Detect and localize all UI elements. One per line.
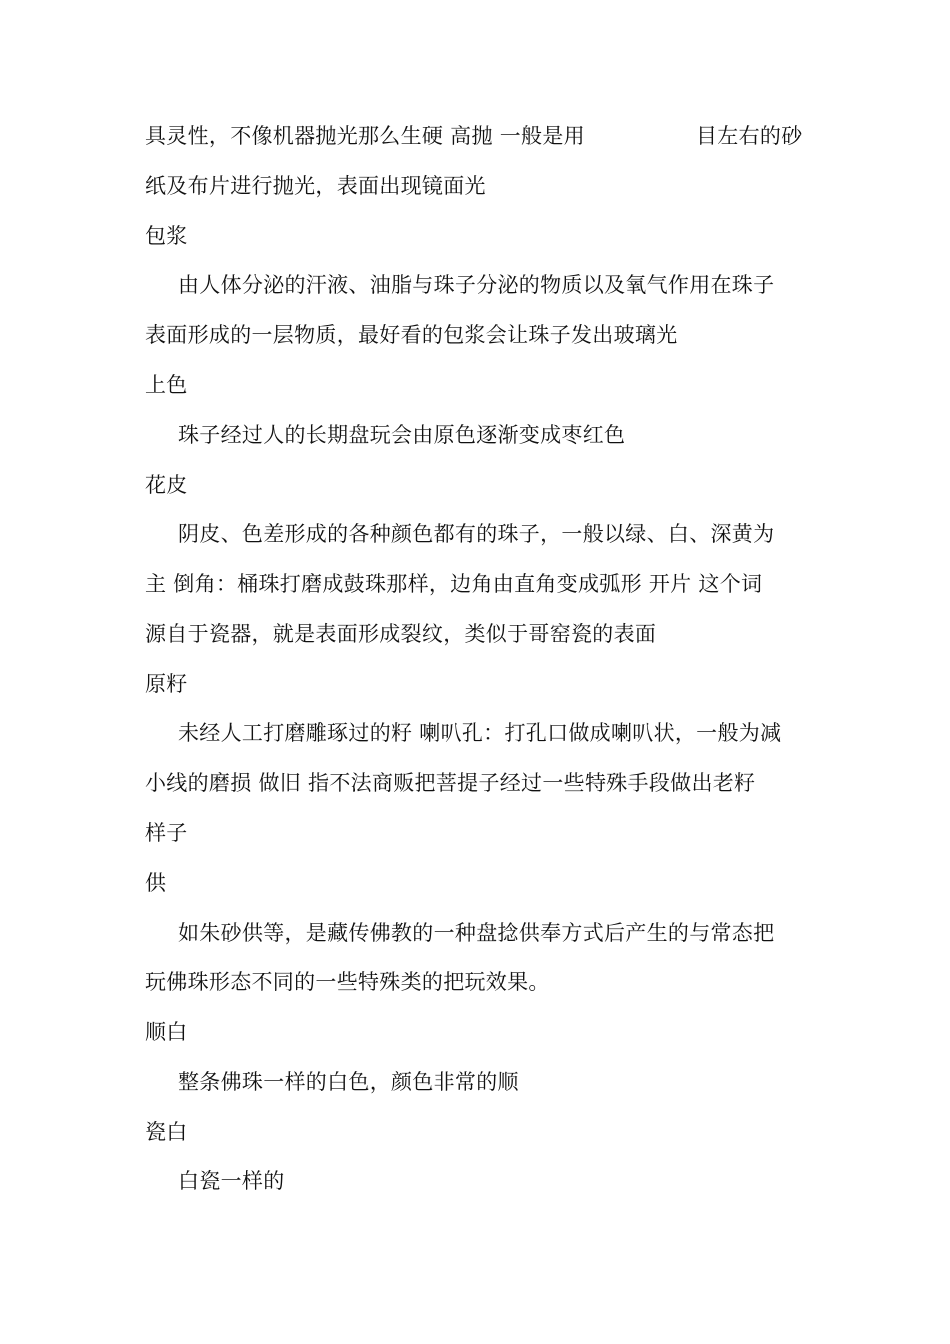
paragraph-line: 未经人工打磨雕琢过的籽 喇叭孔：打孔口做成喇叭状，一般为减 xyxy=(178,721,782,745)
paragraph-line: 玩佛珠形态不同的一些特殊类的把玩效果。 xyxy=(145,970,550,994)
paragraph-line: 白瓷一样的 xyxy=(178,1169,285,1193)
paragraph-line: 整条佛珠一样的白色，颜色非常的顺 xyxy=(178,1070,519,1094)
paragraph-line: 由人体分泌的汗液、油脂与珠子分泌的物质以及氧气作用在珠子 xyxy=(178,273,775,297)
term-heading: 包浆 xyxy=(145,224,188,248)
text-segment: 具灵性，不像机器抛光那么生硬 高抛 一般是用 xyxy=(145,124,585,148)
text-segment: 目左右的砂 xyxy=(696,124,803,148)
term-heading: 原籽 xyxy=(145,672,188,696)
term-heading: 供 xyxy=(145,871,167,895)
text-line xyxy=(145,121,585,151)
paragraph-line: 如朱砂供等，是藏传佛教的一种盘捻供奉方式后产生的与常态把 xyxy=(178,921,775,945)
term-heading: 瓷白 xyxy=(145,1120,188,1144)
text-segment: 纸及布片进行抛光，表面出现镜面光 xyxy=(145,174,486,198)
term-heading: 上色 xyxy=(145,373,188,397)
paragraph-line: 样子 xyxy=(145,821,188,845)
paragraph-line: 珠子经过人的长期盘玩会由原色逐渐变成枣红色 xyxy=(178,423,626,447)
term-heading: 花皮 xyxy=(145,473,188,497)
paragraph-line: 源自于瓷器，就是表面形成裂纹，类似于哥窑瓷的表面 xyxy=(145,622,657,646)
paragraph-line: 小线的磨损 做旧 指不法商贩把菩提子经过一些特殊手段做出老籽 xyxy=(145,771,756,795)
paragraph-line: 阴皮、色差形成的各种颜色都有的珠子，一般以绿、白、深黄为 xyxy=(178,522,775,546)
paragraph-line: 主 倒角：桶珠打磨成鼓珠那样，边角由直角变成弧形 开片 这个词 xyxy=(145,572,763,596)
text-line xyxy=(145,171,486,201)
paragraph-line: 表面形成的一层物质，最好看的包浆会让珠子发出玻璃光 xyxy=(145,323,678,347)
term-heading: 顺白 xyxy=(145,1020,188,1044)
text-line xyxy=(696,121,803,151)
